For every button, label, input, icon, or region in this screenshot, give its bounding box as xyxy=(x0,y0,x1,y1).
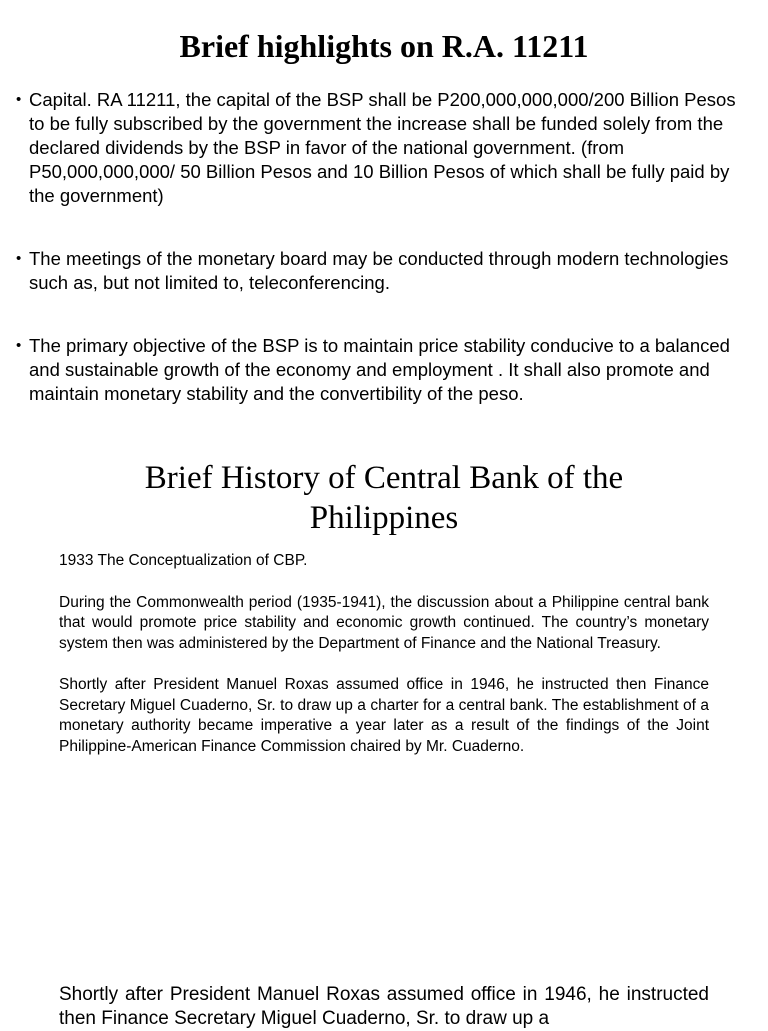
bullet-icon: • xyxy=(16,250,22,267)
history-body xyxy=(59,551,709,757)
highlights-list xyxy=(16,88,746,406)
continued-paragraph: Shortly after President Manuel Roxas assumed office in 1946, he instructed then Finance Secretary Miguel Cuaderno, Sr. to draw up a xyxy=(59,984,709,1029)
bullet-icon: • xyxy=(16,337,22,354)
history-paragraph: During the Commonwealth period (1935-1941), the discussion about a Philippine central bank that would promote price stability and economic growth continued. The country’s monetary system then was administered by the Department of Finance and the National Treasury. xyxy=(59,593,709,652)
bullet-text: The primary objective of the BSP is to maintain price stability conducive to a balanced and sustainable growth of the economy and employment . It shall also promote and maintain monetary stability and the convertibility of the peso. xyxy=(29,335,730,404)
history-paragraph: Shortly after President Manuel Roxas assumed office in 1946, he instructed then Finance Secretary Miguel Cuaderno, Sr. to draw up a charter for a central bank. The establishment of a monetary authority became imperative a year later as a result of the findings of the Joint Philippine-American Finance Commission chaired by Mr. Cuaderno. xyxy=(59,676,709,755)
list-item xyxy=(16,334,746,406)
bullet-icon: • xyxy=(16,91,22,108)
list-item xyxy=(16,247,746,295)
section-title: Brief History of Central Bank of the Philippines xyxy=(144,460,624,536)
list-item xyxy=(16,88,746,208)
bullet-text: The meetings of the monetary board may be conducted through modern technologies such as, but not limited to, teleconferencing. xyxy=(29,248,729,293)
bullet-text: Capital. RA 11211, the capital of the BSP shall be P200,000,000,000/200 Billion Pesos to be fully subscribed by the government the increase shall be funded solely from the declared dividends by the BSP in favor of the national government. (from P50,000,000,000/ 50 Billion Pesos and 10 Billion Pesos of which shall be fully paid by the government) xyxy=(29,89,736,206)
page-title: Brief highlights on R.A. 11211 xyxy=(179,28,589,64)
history-paragraph: 1933 The Conceptualization of CBP. xyxy=(59,552,308,569)
